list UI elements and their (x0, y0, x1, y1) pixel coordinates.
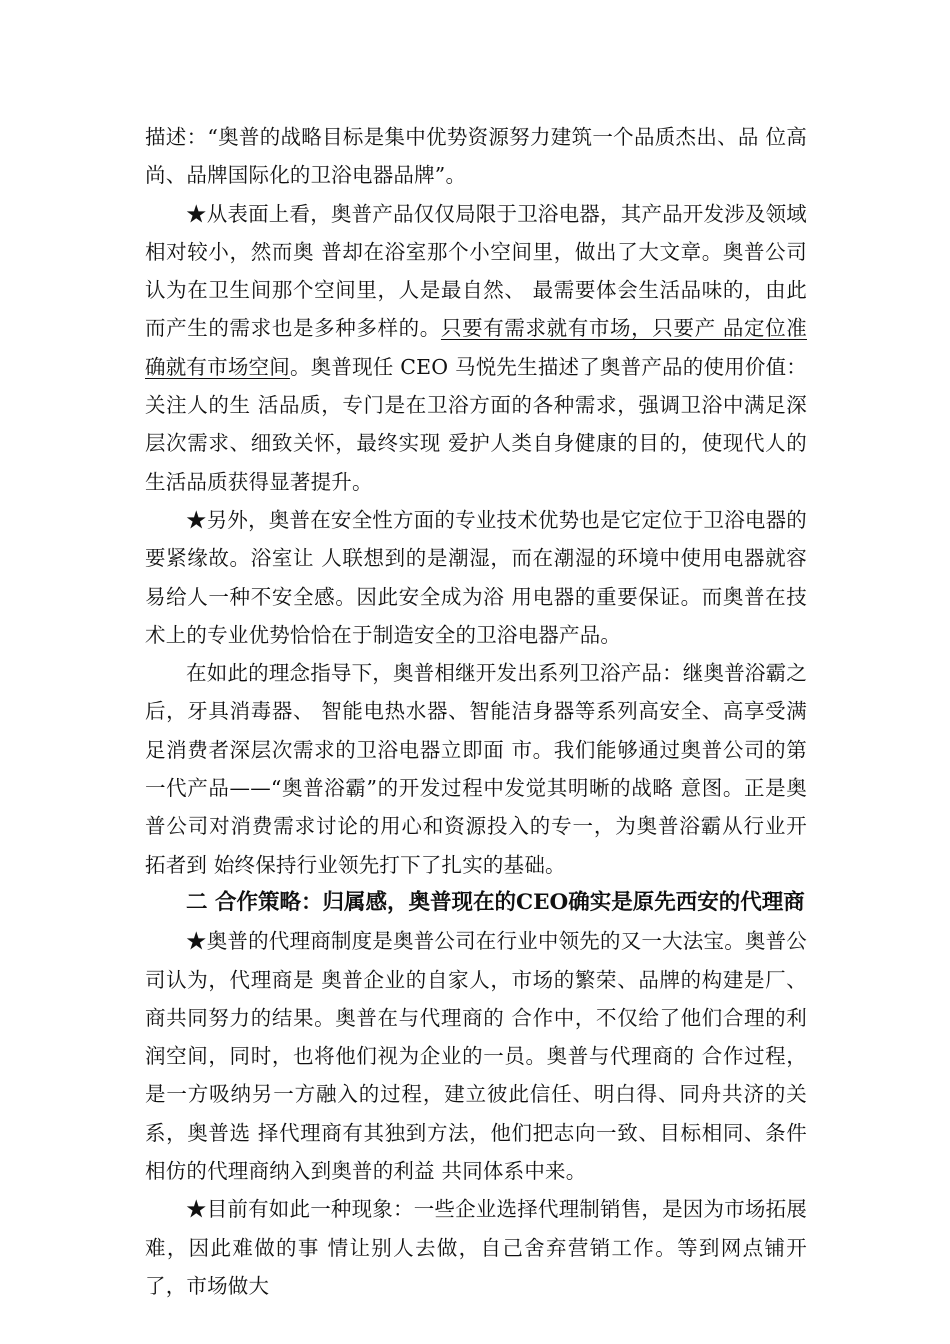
paragraph-agency-phenomenon: ★目前有如此一种现象：一些企业选择代理制销售，是因为市场拓展难，因此难做的事 情让别人去做，自己舍弃营销工作。等到网点铺开了，市场做大 (145, 1197, 807, 1298)
underlined-market-statement: 只要有需求就有市场，只要产 品定位准确就有市场空间 (145, 316, 807, 379)
document-body (145, 118, 807, 1305)
paragraph-agent-system: ★奥普的代理商制度是奥普公司在行业中领先的又一大法宝。奥普公司认为，代理商是 奥普企业的自家人，市场的繁荣、品牌的构建是厂、商共同努力的结果。奥普在与代理商的 合作中，不仅给了他们合理的利润空间，同时，也将他们视为企业的一员。奥普与代理商的 合作过程，是一方吸纳另一方融入的过程，建立彼此信任、明白得、同舟共济的关系，奥普选 择代理商有其独到方法，他们把志向一致、目标相同、条件相仿的代理商纳入到奥普的利益 共同体系中来。 (145, 929, 807, 1184)
section-heading-cooperation: 二 合作策略：归属感，奥普现在的CEO确实是原先西安的代理商 (186, 889, 805, 915)
paragraph-product-scope (145, 195, 807, 501)
paragraph-product-line: 在如此的理念指导下，奥普相继开发出系列卫浴产品：继奥普浴霸之后，牙具消毒器、 智能电热水器、智能洁身器等系列高安全、高享受满足消费者深层次需求的卫浴电器立即面 市。我们能够通过奥普公司的第一代产品——“奥普浴霸”的开发过程中发觉其明晰的战略 意图。正是奥普公司对消费需求讨论的用心和资源投入的专一，为奥普浴霸从行业开拓者到 始终保持行业领先打下了扎实的基础。 (145, 661, 807, 877)
paragraph-product-scope-start: ★从表面上看，奥普产品仅仅局限于卫浴电器，其产品开发涉及领域相对较小，然而奥 普却在浴室那个小空间里，做出了大文章。奥普公司认为在卫生间那个空间里，人是最自然、 最需要体会生活品味的，由此而产生的需求也是多种多样的。 (145, 201, 807, 341)
paragraph-strategy-goal: 描述：“奥普的战略目标是集中优势资源努力建筑一个品质杰出、品 位高尚、品牌国际化的卫浴电器品牌”。 (145, 125, 807, 188)
paragraph-product-scope-end: 。奥普现任 CEO 马悦先生描述了奥普产品的使用价值：关注人的生 活品质，专门是在卫浴方面的各种需求，强调卫浴中满足深层次需求、细致关怀，最终实现 爱护人类自身健康的目的，使现代人的生活品质获得显著提升。 (145, 354, 807, 494)
paragraph-safety-advantage: ★另外，奥普在安全性方面的专业技术优势也是它定位于卫浴电器的要紧缘故。浴室让 人联想到的是潮湿，而在潮湿的环境中使用电器就容易给人一种不安全感。因此安全成为浴 用电器的重要保证。而奥普在技术上的专业优势恰恰在于制造安全的卫浴电器产品。 (145, 507, 807, 647)
